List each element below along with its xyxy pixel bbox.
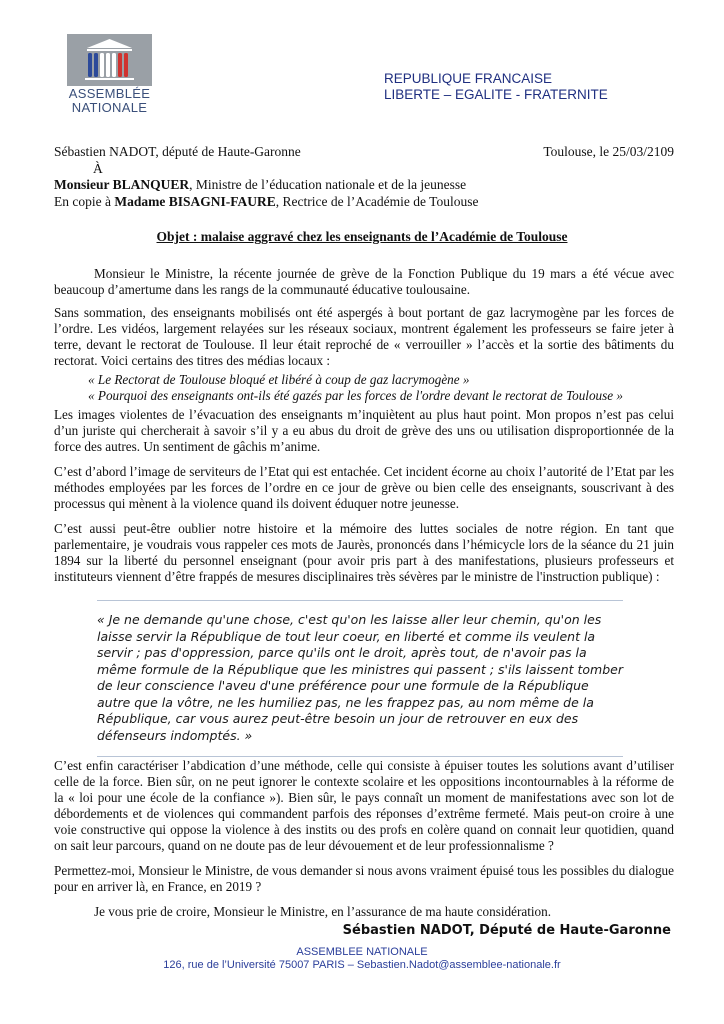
jaures-quote-box xyxy=(97,600,623,757)
recipient-line xyxy=(54,176,478,193)
recipient-name: Monsieur BLANQUER xyxy=(54,177,190,192)
letter-footer xyxy=(0,946,724,972)
date-line: Toulouse, le 25/03/2109 xyxy=(543,144,674,159)
closing-formula: Je vous prie de croire, Monsieur le Ministre, en l’assurance de ma haute considération. xyxy=(94,904,552,919)
paragraph-6: C’est enfin caractériser l’abdication d’une méthode, celle qui consiste à épuiser toutes les solutions avant d’utiliser celle de la force. Bien sûr, on ne peut ignorer le contexte scolaire et les oppositions incontournables à la réforme de la « loi pour une école de la confiance »). Bien sûr, le pays connaît un moment de manifestations avec son lot de débordements et de violences qui commandent parfois des réponses d’extrême fermeté. Mais peut-on croire à une voie constructive qui oppose la violence à des instits ou des profs en colère quand on connait leur quotidien, quand on sait leur parcours, quand on ne doute pas de leur dévouement et de leur professionnalisme ? xyxy=(54,758,674,853)
media-title-1: « Le Rectorat de Toulouse bloqué et libéré à coup de gaz lacrymogène » xyxy=(88,372,470,387)
paragraph-2: Sans sommation, des enseignants mobilisés ont été aspergés à bout portant de gaz lacrymogène par les forces de l’ordre. Les vidéos, largement relayées sur les réseaux sociaux, montrent également les professeurs se faire jeter à terre, devant le rectorat de Toulouse. Il leur était reproché de « verrouiller » l’accès et la sortie des bâtiments du rectorat. Voici certains des titres des médias locaux : xyxy=(54,305,674,368)
paragraph-5: C’est aussi peut-être oublier notre histoire et la mémoire des luttes sociales de notre région. En tant que parlementaire, je voudrais vous rappeler ces mots de Jaurès, prononcés dans l’hémicycle lors de la séance du 21 juin 1894 sur la liberté du personnel enseignant (pour avoir pris part à des manifestations, plusieurs professeurs et instituteurs viennent d’être frappés de mesures disciplinaires très sévères par le ministre de l'instruction publique) : xyxy=(54,521,674,584)
signature-line: Sébastien NADOT, Député de Haute-Garonne xyxy=(342,923,671,938)
paragraph-1: Monsieur le Ministre, la récente journée de grève de la Fonction Publique du 19 mars a été vécue avec beaucoup d’amertume dans les rangs de la communauté éducative toulousaine. xyxy=(54,266,674,297)
assemblee-nationale-logo xyxy=(67,34,152,124)
letter-subject: Objet : malaise aggravé chez les enseignants de l’Académie de Toulouse xyxy=(156,229,568,244)
sender-line: Sébastien NADOT, député de Haute-Garonne xyxy=(54,144,301,159)
recipient-block xyxy=(54,176,478,210)
republic-title: REPUBLIQUE FRANCAISE xyxy=(384,71,553,86)
logo-line-1: ASSEMBLÉE xyxy=(68,86,151,101)
paragraph-4: C’est d’abord l’image de serviteurs de l’Etat qui est entachée. Cet incident écorne au choix l’autorité de l’Etat par les méthodes employées par les forces de l’ordre en ce jour de grève ou bien celle des enseignants, souscrivant à des processus qui mènent à la violence quand ils doivent éduquer notre jeunesse. xyxy=(54,464,674,511)
media-title-2: « Pourquoi des enseignants ont-ils été gazés par les forces de l'ordre devant le rectorat de Toulouse » xyxy=(88,388,624,403)
republic-motto: LIBERTE – EGALITE - FRATERNITE xyxy=(384,87,608,102)
jaures-quote: « Je ne demande qu'une chose, c'est qu'on les laisse aller leur chemin, qu'on les laisse servir la République de tout leur coeur, en liberté et comme ils veulent la servir ; pas d'oppression, parce qu'ils ont le droit, après tout, de n'avoir pas la même formule de la République que les ministres qui passent ; s'ils laissent tomber de leur conscience l'aveu d'une préférence pour une formule de la République autre que la vôtre, ne les humiliez pas, ne les frappez pas, au nom même de la République, car vous aurez peut-être besoin un jour de retrouver en eux des défenseurs indomptés. » xyxy=(97,612,623,743)
copy-title: , Rectrice de l’Académie de Toulouse xyxy=(275,194,479,209)
letter-body-top xyxy=(54,266,674,585)
logo-line-2: NATIONALE xyxy=(71,100,148,115)
republic-header xyxy=(384,71,608,103)
logo-label xyxy=(67,87,152,115)
recipient-preposition: À xyxy=(93,161,103,176)
letter-body-bottom xyxy=(54,758,674,920)
footer-org: ASSEMBLEE NATIONALE xyxy=(296,946,428,958)
recipient-title: , Ministre de l’éducation nationale et de la jeunesse xyxy=(189,177,467,192)
paragraph-3: Les images violentes de l’évacuation des enseignants m’inquiètent au plus haut point. Mon propos n’est pas celui d’un juriste qui chercherait à savoir s’il y a eu abus du droit de grève des uns ou utilisation disproportionnée de la force des autres. Un sentiment de gâchis m’anime. xyxy=(54,407,674,454)
footer-address: 126, rue de l’Université 75007 PARIS – Sebastien.Nadot@assemblee-nationale.fr xyxy=(163,959,561,971)
hemicycle-emblem-icon xyxy=(67,34,152,86)
copy-line xyxy=(54,193,478,210)
copy-prefix: En copie à xyxy=(54,194,115,209)
paragraph-7: Permettez-moi, Monsieur le Ministre, de vous demander si nous avons vraiment épuisé tous les possibles du dialogue pour en arriver là, en France, en 2019 ? xyxy=(54,863,674,894)
hemicycle-icon xyxy=(67,34,152,86)
copy-name: Madame BISAGNI-FAURE xyxy=(114,194,276,209)
